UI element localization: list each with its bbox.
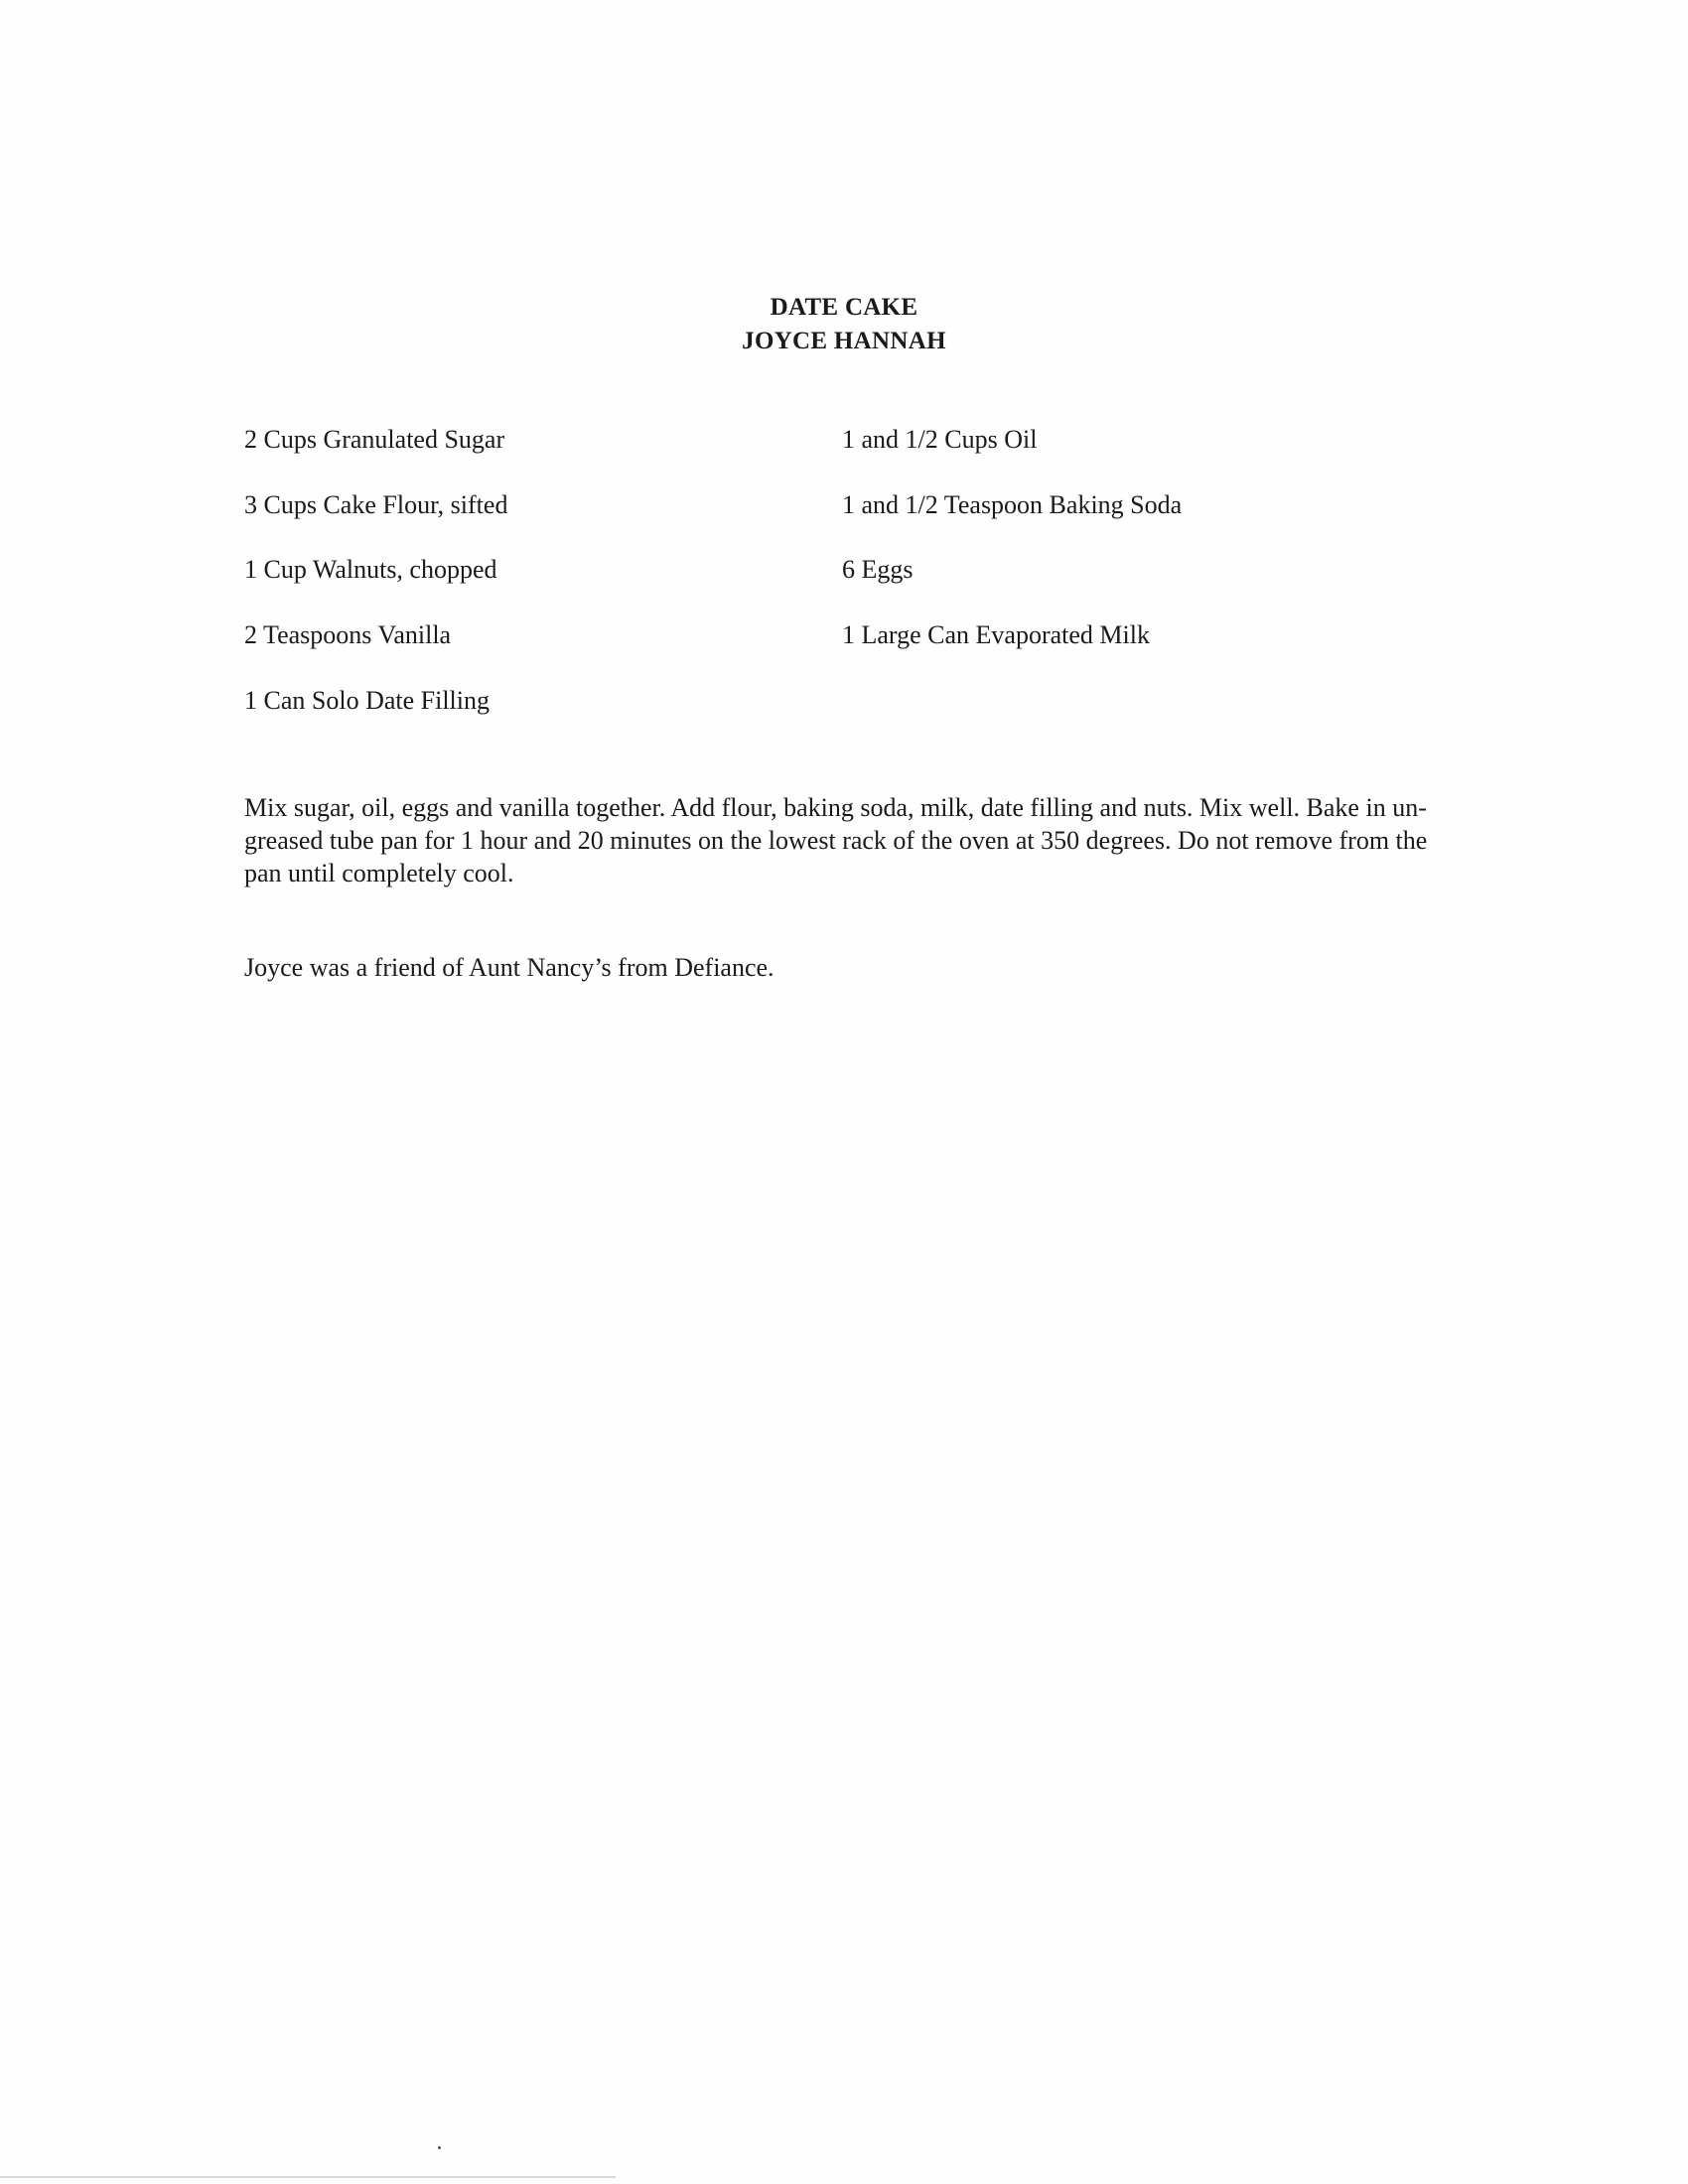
ingredient-item: 1 Large Can Evaporated Milk — [842, 620, 1150, 649]
ingredient-item: 2 Teaspoons Vanilla — [244, 620, 452, 649]
recipe-title: DATE CAKE — [770, 294, 918, 321]
instructions-text: Mix sugar, oil, eggs and vanilla together. Add flour, baking soda, milk, date filling and nuts. Mix well. Bake in un-greased tube pan for 1 hour and 20 minutes on the lowest rack of the oven at 350 degrees. Do not remove from the pan until completely cool. — [244, 793, 1428, 887]
recipe-instructions — [244, 791, 1466, 889]
ingredient-item: 3 Cups Cake Flour, sifted — [244, 490, 508, 519]
ingredient-item: 6 Eggs — [842, 555, 914, 584]
ingredient-item: 2 Cups Granulated Sugar — [244, 425, 505, 454]
recipe-author: JOYCE HANNAH — [742, 328, 946, 354]
scan-edge-line — [0, 2176, 616, 2178]
scan-speck — [438, 2146, 441, 2149]
ingredient-item: 1 Cup Walnuts, chopped — [244, 555, 497, 584]
recipe-header — [0, 291, 1688, 358]
ingredient-item: 1 Can Solo Date Filling — [244, 686, 490, 715]
recipe-note: Joyce was a friend of Aunt Nancy’s from Defiance. — [244, 953, 774, 982]
ingredient-item: 1 and 1/2 Teaspoon Baking Soda — [842, 490, 1183, 519]
ingredient-item: 1 and 1/2 Cups Oil — [842, 425, 1038, 454]
